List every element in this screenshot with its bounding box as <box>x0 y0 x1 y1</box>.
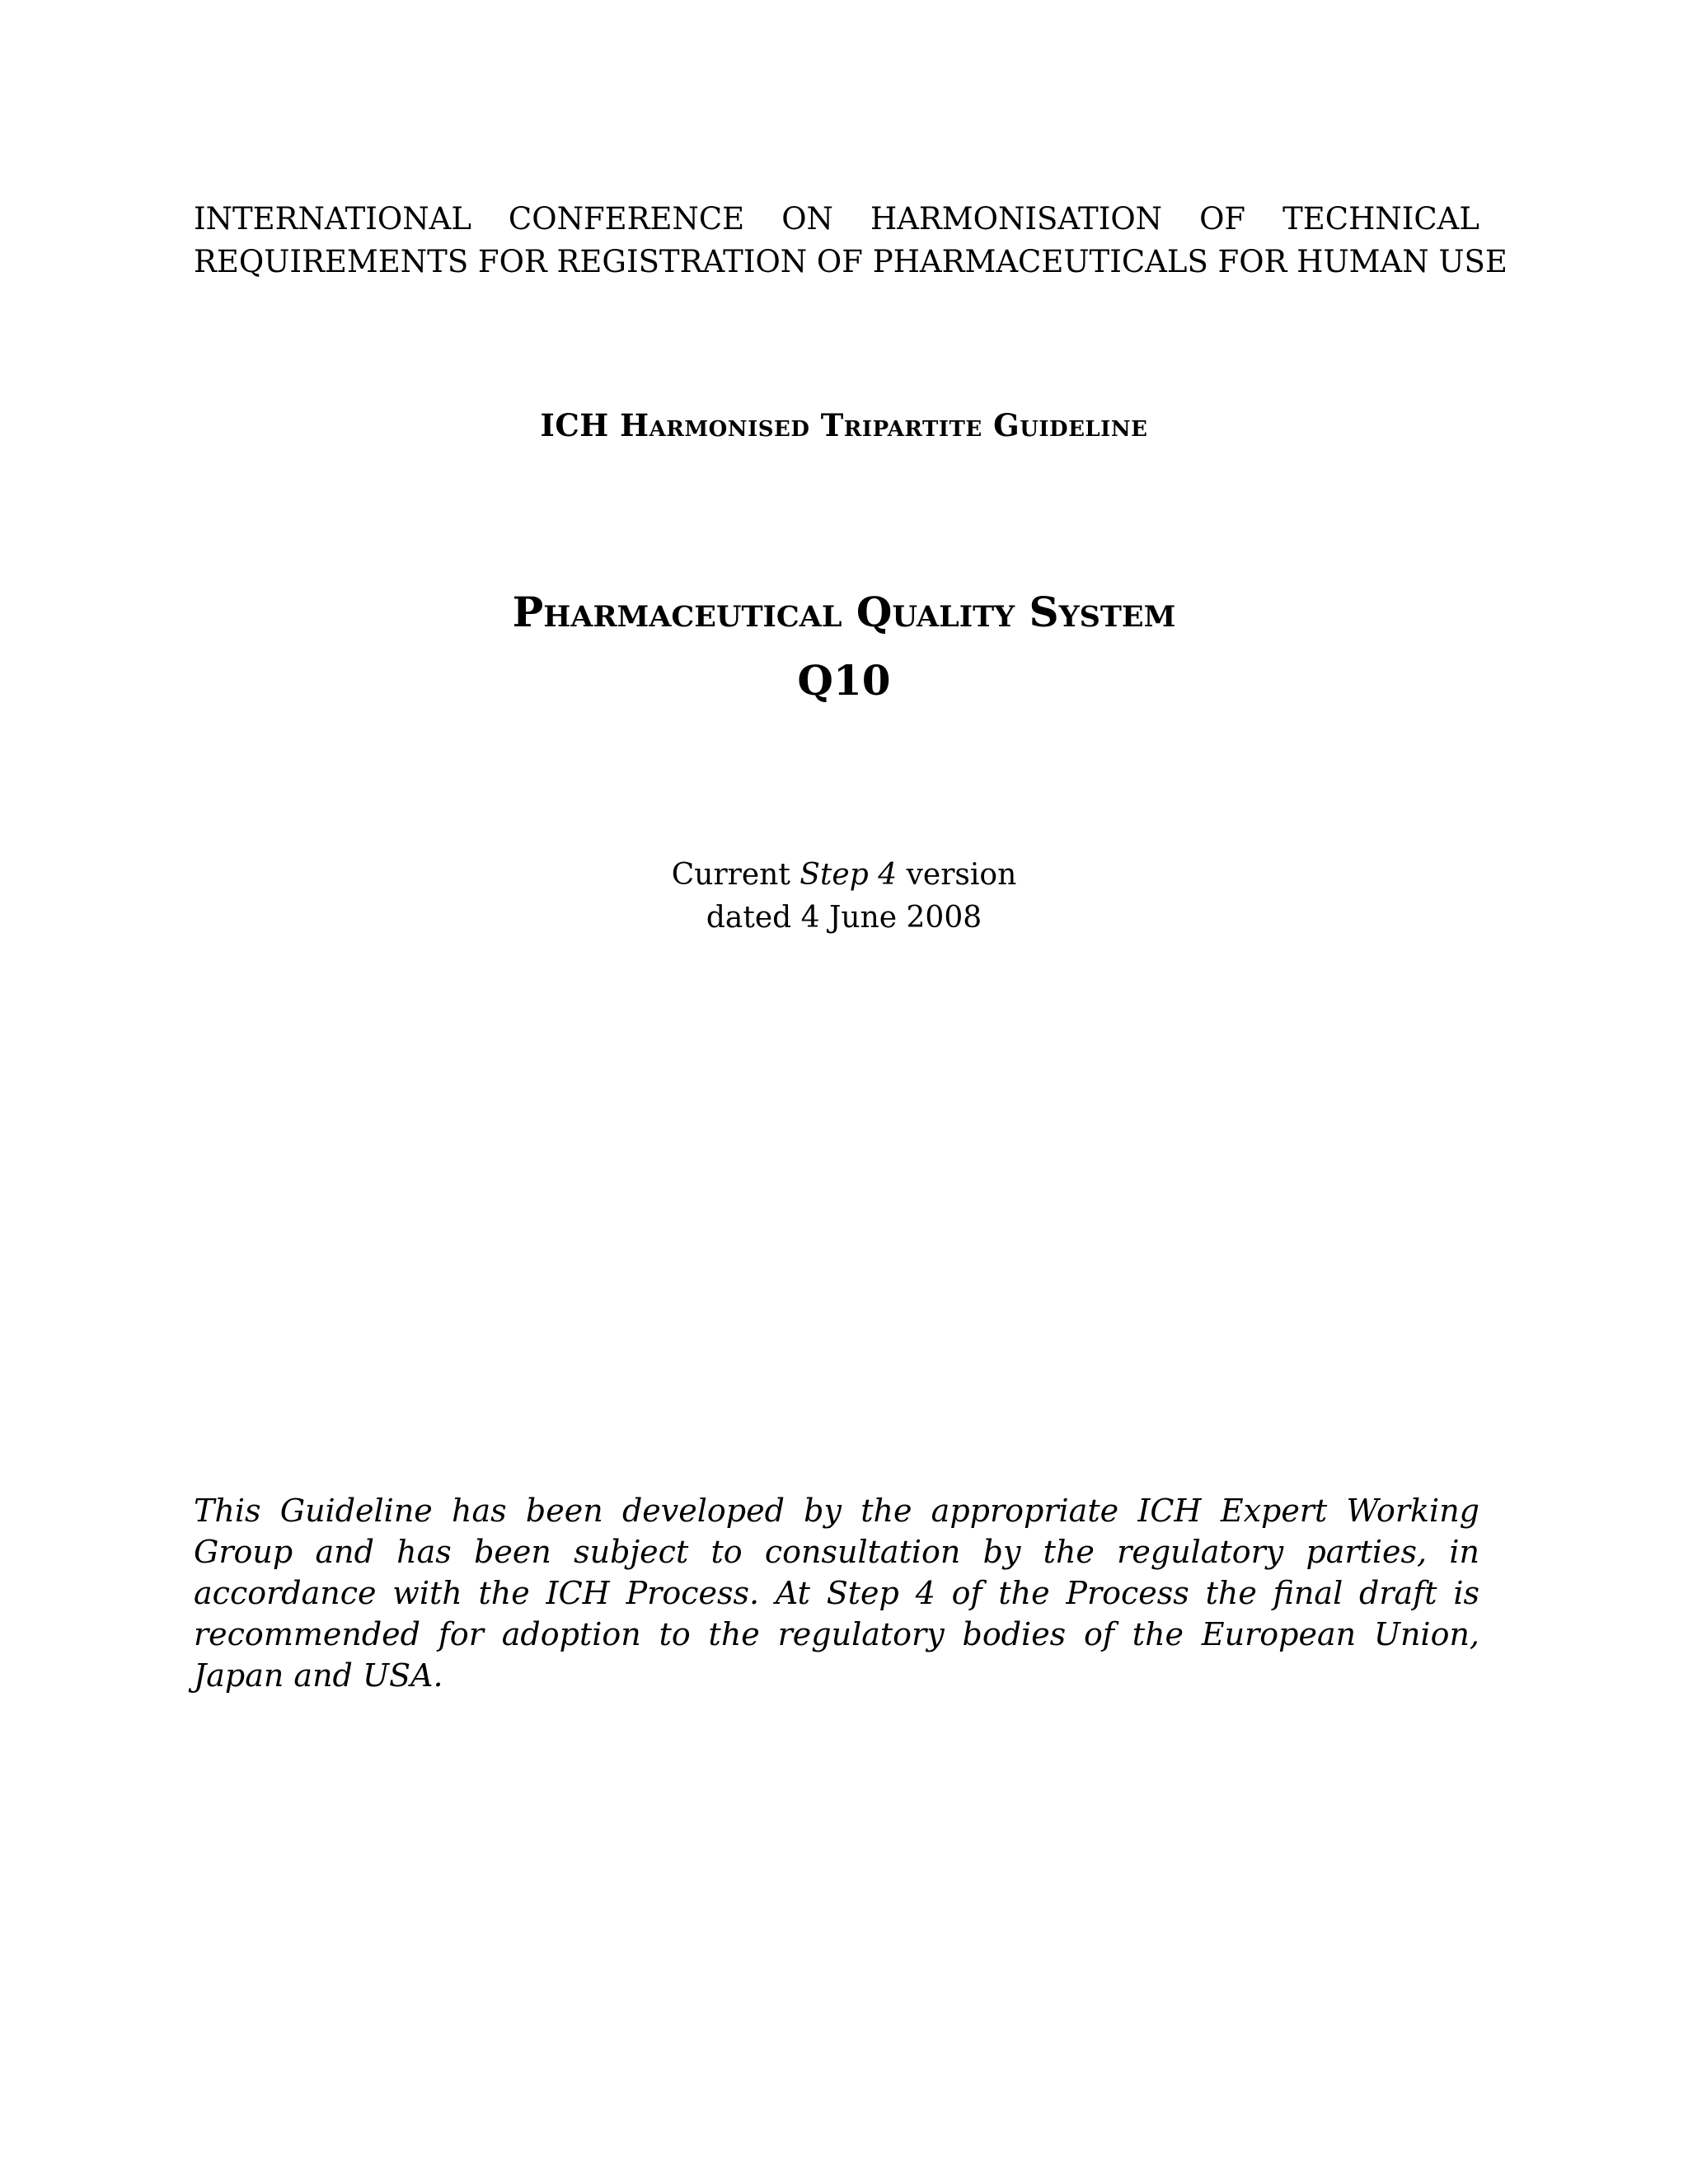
header-word: INTERNATIONAL <box>194 201 471 237</box>
guideline-type: ICH Harmonised Tripartite Guideline <box>540 407 1148 443</box>
header-line-2: REQUIREMENTS FOR REGISTRATION OF PHARMACEUTICALS FOR HUMAN USE <box>194 244 1507 279</box>
header-word: TECHNICAL <box>1282 201 1479 237</box>
version-line <box>0 854 1688 897</box>
header-word: OF <box>1199 201 1246 237</box>
version-date: dated 4 June 2008 <box>706 901 982 935</box>
header-word: HARMONISATION <box>870 201 1163 237</box>
conference-header <box>194 198 1507 284</box>
disclaimer-paragraph: This Guideline has been developed by the appropriate ICH Expert Working Group and has been subject to consultation by the regulatory parties, in accordance with the ICH Process. At Step 4 of the Process the final draft is recommended for adoption to the regulatory bodies of the European Union, Japan and USA. <box>194 1493 1479 1694</box>
header-line-1 <box>194 198 1479 241</box>
version-info <box>0 854 1688 940</box>
document-title: Pharmaceutical Quality System <box>512 588 1176 636</box>
version-suffix: version <box>906 858 1017 892</box>
header-word: ON <box>781 201 833 237</box>
header-word: CONFERENCE <box>508 201 745 237</box>
document-code: Q10 <box>797 656 891 705</box>
version-prefix: Current <box>671 858 790 892</box>
version-step: Step 4 <box>799 858 898 892</box>
